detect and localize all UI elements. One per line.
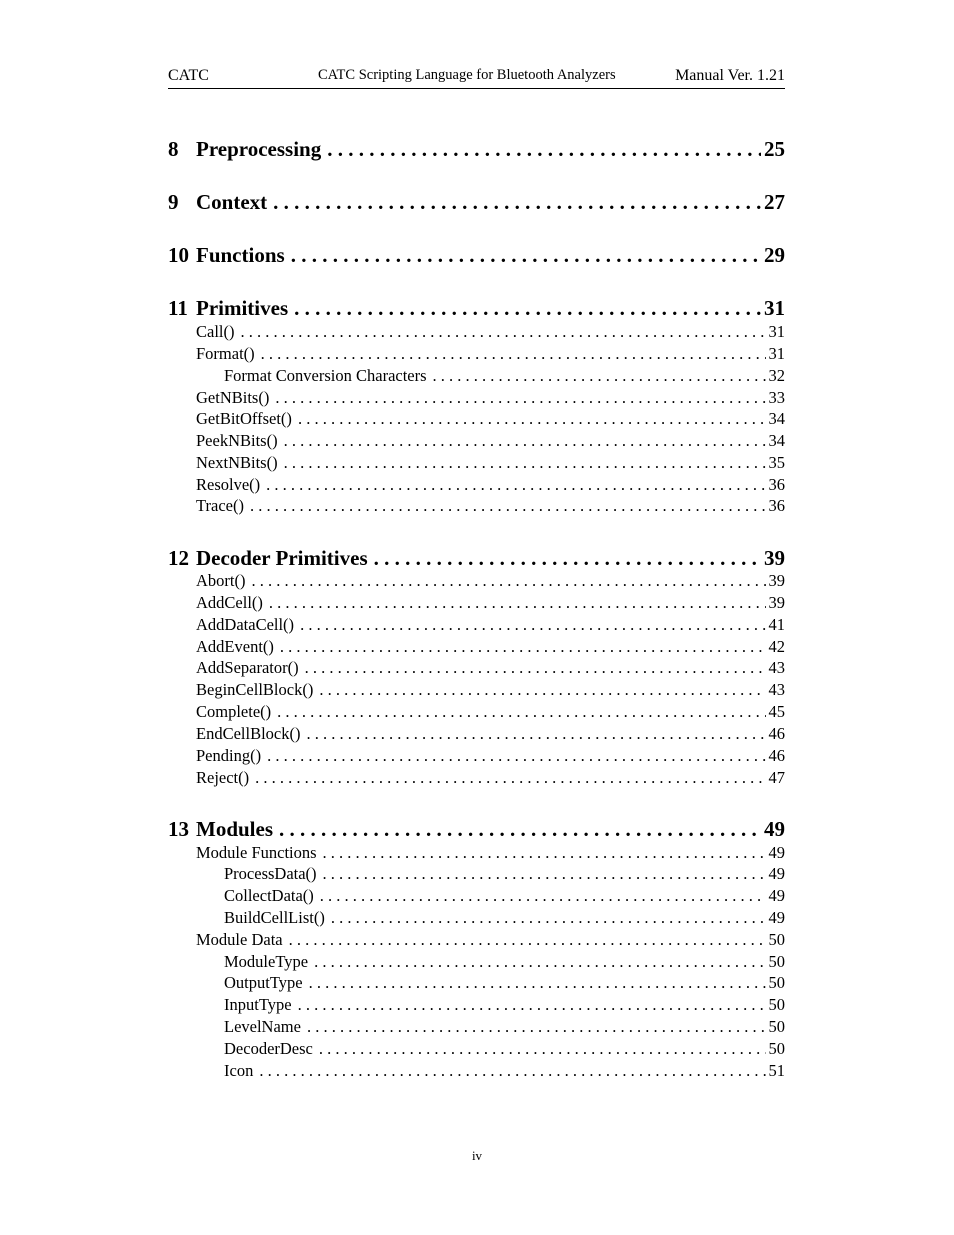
toc-dot-leader: [294, 294, 761, 322]
toc-page-number: 47: [768, 768, 785, 787]
header-document-title: CATC Scripting Language for Bluetooth Analyzers: [318, 67, 616, 83]
toc-entry-title: [168, 544, 374, 572]
running-header: [168, 64, 785, 89]
toc-page-number: 39: [768, 593, 785, 612]
toc-page-number: 25: [764, 137, 785, 161]
toc-entry-title: [168, 815, 279, 843]
toc-chapter-number: 9: [168, 190, 179, 214]
toc-dot-leader: [241, 321, 766, 342]
toc-entry-text: GetBitOffset(): [196, 409, 292, 428]
toc-entry-text: Complete(): [196, 702, 272, 721]
toc-entry-title: [168, 294, 294, 322]
toc-dot-leader: [307, 1016, 766, 1037]
toc-entry-title: [196, 321, 241, 342]
toc-entry-text: Icon: [224, 1061, 254, 1080]
toc-entry-title: [196, 614, 300, 635]
toc-entry-title: [196, 570, 251, 591]
toc-section-entry[interactable]: [224, 994, 785, 1015]
toc-page-number: 36: [768, 475, 785, 494]
toc-entry-title: [196, 767, 255, 788]
toc-page-number: 46: [768, 746, 785, 765]
toc-dot-leader: [273, 188, 761, 216]
toc-entry-title: [224, 1038, 319, 1059]
toc-entry-text: Call(): [196, 322, 235, 341]
toc-section-entry[interactable]: [196, 657, 785, 678]
toc-entry-title: [224, 1016, 307, 1037]
toc-dot-leader: [306, 723, 765, 744]
toc-entry-text: Module Data: [196, 930, 283, 949]
toc-chapter-entry[interactable]: [168, 135, 785, 163]
toc-section-entry[interactable]: [224, 907, 785, 928]
toc-chapter-entry[interactable]: [168, 544, 785, 572]
toc-entry-title: [196, 474, 266, 495]
toc-dot-leader: [298, 994, 766, 1015]
toc-dot-leader: [319, 679, 765, 700]
toc-entry-title: [196, 929, 289, 950]
toc-page-number: 29: [764, 243, 785, 267]
toc-section-entry[interactable]: [196, 614, 785, 635]
toc-dot-leader: [284, 452, 766, 473]
toc-section-entry[interactable]: [196, 495, 785, 516]
toc-page-number: 31: [768, 344, 785, 363]
toc-entry-title: [196, 723, 306, 744]
toc-dot-leader: [279, 815, 761, 843]
toc-entry-title: [196, 430, 284, 451]
toc-chapter-entry[interactable]: [168, 188, 785, 216]
toc-section-entry[interactable]: [196, 343, 785, 364]
toc-dot-leader: [320, 885, 766, 906]
toc-dot-leader: [331, 907, 766, 928]
toc-dot-leader: [309, 972, 766, 993]
toc-entry-text: AddEvent(): [196, 637, 274, 656]
toc-section-entry[interactable]: [224, 1038, 785, 1059]
toc-entry-title: [196, 745, 267, 766]
toc-entry-title: [196, 408, 298, 429]
toc-section-entry[interactable]: [224, 951, 785, 972]
toc-dot-leader: [300, 614, 765, 635]
toc-dot-leader: [291, 241, 761, 269]
toc-section-entry[interactable]: [224, 1016, 785, 1037]
toc-page-number: 43: [768, 658, 785, 677]
toc-section-entry[interactable]: [196, 929, 785, 950]
toc-dot-leader: [250, 495, 766, 516]
toc-entry-text: Modules: [196, 817, 274, 841]
toc-section-entry[interactable]: [196, 430, 785, 451]
toc-page-number: 31: [768, 322, 785, 341]
toc-entry-text: Reject(): [196, 768, 250, 787]
toc-entry-title: [196, 452, 284, 473]
toc-chapter-number: 13: [168, 817, 189, 841]
toc-dot-leader: [289, 929, 766, 950]
toc-entry-title: [224, 365, 433, 386]
toc-entry-text: Preprocessing: [196, 137, 322, 161]
toc-page-number: 49: [768, 886, 785, 905]
toc-entry-title: [224, 863, 323, 884]
toc-entry-text: Format Conversion Characters: [224, 366, 427, 385]
toc-entry-text: Functions: [196, 243, 285, 267]
toc-section-entry[interactable]: [196, 387, 785, 408]
toc-entry-title: [196, 701, 277, 722]
toc-section-entry[interactable]: [196, 842, 785, 863]
toc-entry-text: GetNBits(): [196, 388, 270, 407]
toc-entry-title: [224, 972, 309, 993]
toc-section-entry[interactable]: [196, 679, 785, 700]
toc-entry-title: [196, 495, 250, 516]
toc-dot-leader: [251, 570, 765, 591]
toc-entry-text: Resolve(): [196, 475, 261, 494]
toc-chapter-number: 8: [168, 137, 179, 161]
toc-entry-text: EndCellBlock(): [196, 724, 301, 743]
toc-dot-leader: [280, 636, 766, 657]
page-number: iv: [471, 1148, 483, 1163]
toc-entry-title: [168, 188, 273, 216]
toc-entry-title: [196, 636, 280, 657]
toc-entry-text: ProcessData(): [224, 864, 317, 883]
toc-entry-text: AddSeparator(): [196, 658, 299, 677]
toc-entry-text: LevelName: [224, 1017, 301, 1036]
toc-section-entry[interactable]: [196, 723, 785, 744]
toc-dot-leader: [298, 408, 766, 429]
toc-page-number: 49: [768, 908, 785, 927]
toc-entry-text: Trace(): [196, 496, 244, 515]
toc-page-number: 43: [768, 680, 785, 699]
toc-entry-text: NextNBits(): [196, 453, 278, 472]
toc-page-number: 49: [764, 817, 785, 841]
toc-page-number: 42: [768, 637, 785, 656]
toc-page-number: 50: [768, 1017, 785, 1036]
toc-entry-text: Module Functions: [196, 843, 317, 862]
toc-entry-text: BuildCellList(): [224, 908, 325, 927]
toc-chapter-entry[interactable]: [168, 294, 785, 322]
toc-chapter-entry[interactable]: [168, 241, 785, 269]
toc-entry-title: [196, 592, 269, 613]
toc-section-entry[interactable]: [196, 452, 785, 473]
toc-entry-text: Pending(): [196, 746, 262, 765]
toc-dot-leader: [284, 430, 766, 451]
toc-section-entry[interactable]: [196, 636, 785, 657]
toc-page-number: 35: [768, 453, 785, 472]
toc-page-number: 50: [768, 952, 785, 971]
toc-section-entry[interactable]: [224, 863, 785, 884]
toc-dot-leader: [259, 1060, 765, 1081]
toc-entry-text: Context: [196, 190, 268, 214]
toc-dot-leader: [261, 343, 766, 364]
header-company: CATC: [168, 67, 209, 84]
header-version: Manual Ver. 1.21: [675, 67, 785, 84]
toc-entry-title: [196, 679, 319, 700]
toc-entry-text: Format(): [196, 344, 255, 363]
toc-chapter-number: 10: [168, 243, 189, 267]
toc-section-entry[interactable]: [224, 885, 785, 906]
toc-page-number: 45: [768, 702, 785, 721]
toc-entry-title: [224, 994, 298, 1015]
toc-entry-title: [196, 657, 305, 678]
toc-section-entry[interactable]: [196, 408, 785, 429]
toc-dot-leader: [266, 474, 765, 495]
toc-chapter-number: 11: [168, 296, 188, 320]
toc-entry-title: [224, 1060, 259, 1081]
toc-entry-text: BeginCellBlock(): [196, 680, 314, 699]
toc-dot-leader: [269, 592, 766, 613]
toc-dot-leader: [277, 701, 765, 722]
toc-dot-leader: [255, 767, 765, 788]
toc-dot-leader: [374, 544, 761, 572]
toc-section-entry[interactable]: [196, 474, 785, 495]
toc-page-number: 50: [768, 973, 785, 992]
toc-page-number: 51: [768, 1061, 785, 1080]
toc-entry-title: [168, 241, 291, 269]
toc-dot-leader: [323, 842, 766, 863]
toc-section-entry[interactable]: [224, 365, 785, 386]
toc-section-entry[interactable]: [224, 972, 785, 993]
toc-page-number: 49: [768, 864, 785, 883]
toc-entry-text: Abort(): [196, 571, 246, 590]
toc-entry-text: InputType: [224, 995, 292, 1014]
toc-entry-title: [196, 842, 323, 863]
toc-entry-title: [224, 907, 331, 928]
toc-page-number: 50: [768, 930, 785, 949]
toc-page-number: 50: [768, 1039, 785, 1058]
toc-section-entry[interactable]: [196, 767, 785, 788]
toc-entry-title: [196, 343, 261, 364]
toc-dot-leader: [323, 863, 766, 884]
toc-entry-text: OutputType: [224, 973, 303, 992]
toc-dot-leader: [267, 745, 765, 766]
toc-entry-title: [224, 951, 314, 972]
toc-page-number: 33: [768, 388, 785, 407]
toc-section-entry[interactable]: [196, 701, 785, 722]
toc-entry-text: Decoder Primitives: [196, 546, 368, 570]
toc-page-number: 46: [768, 724, 785, 743]
toc-entry-text: CollectData(): [224, 886, 314, 905]
toc-page-number: 34: [768, 409, 785, 428]
toc-dot-leader: [327, 135, 761, 163]
toc-dot-leader: [314, 951, 765, 972]
toc-page-number: 34: [768, 431, 785, 450]
toc-entry-text: PeekNBits(): [196, 431, 278, 450]
toc-page-number: 49: [768, 843, 785, 862]
toc-page-number: 36: [768, 496, 785, 515]
toc-entry-text: AddDataCell(): [196, 615, 295, 634]
toc-dot-leader: [275, 387, 765, 408]
toc-page-number: 27: [764, 190, 785, 214]
toc-entry-text: ModuleType: [224, 952, 309, 971]
toc-chapter-entry[interactable]: [168, 815, 785, 843]
toc-dot-leader: [305, 657, 766, 678]
toc-entry-title: [196, 387, 275, 408]
toc-entry-title: [168, 135, 327, 163]
toc-section-entry[interactable]: [196, 745, 785, 766]
toc-section-entry[interactable]: [196, 570, 785, 591]
toc-chapter-number: 12: [168, 546, 189, 570]
toc-page-number: 50: [768, 995, 785, 1014]
toc-section-entry[interactable]: [224, 1060, 785, 1081]
toc-entry-text: AddCell(): [196, 593, 263, 612]
toc-page-number: 31: [764, 296, 785, 320]
toc-dot-leader: [433, 365, 766, 386]
toc-entry-title: [224, 885, 320, 906]
toc-entry-text: Primitives: [196, 296, 289, 320]
toc-dot-leader: [319, 1038, 766, 1059]
toc-page-number: 39: [764, 546, 785, 570]
toc-page-number: 39: [768, 571, 785, 590]
toc-section-entry[interactable]: [196, 592, 785, 613]
toc-page-number: 41: [768, 615, 785, 634]
toc-section-entry[interactable]: [196, 321, 785, 342]
toc-entry-text: DecoderDesc: [224, 1039, 313, 1058]
toc-page-number: 32: [768, 366, 785, 385]
